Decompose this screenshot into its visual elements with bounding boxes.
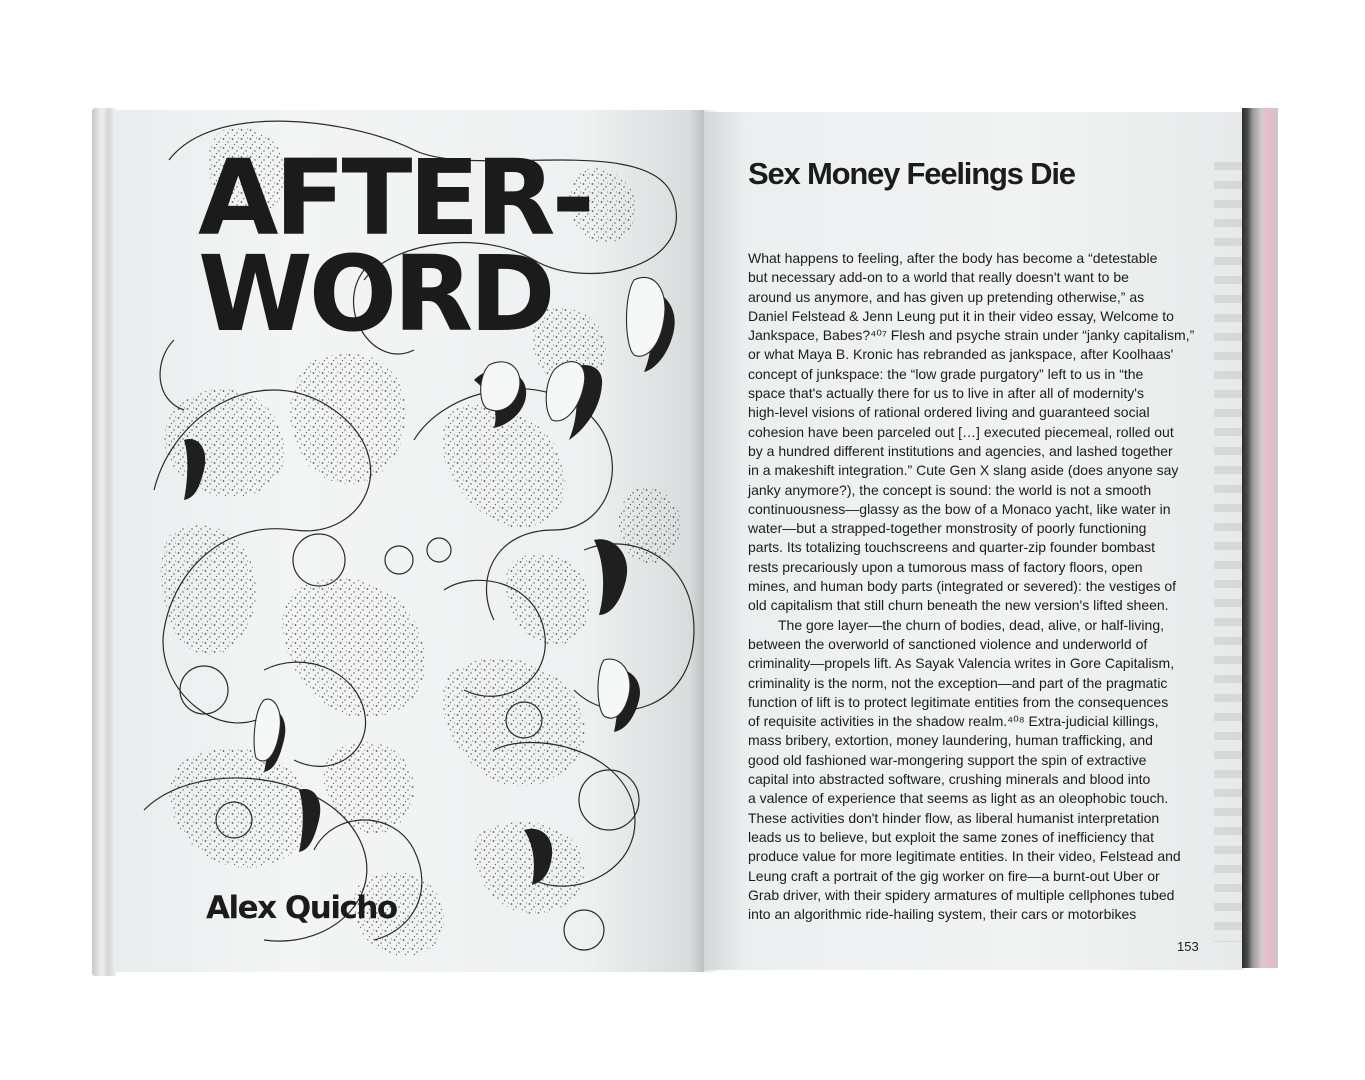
text-line: parts. Its totalizing touchscreens and quarter-zip founder bombast <box>748 539 1155 556</box>
text-line: concept of junkspace: the “low grade purgatory” left to us in “the <box>748 365 1144 382</box>
text-line: What happens to feeling, after the body has become a “detestable <box>748 250 1158 266</box>
text-line: function of lift is to protect legitimate entities from the consequences <box>748 693 1169 710</box>
afterword-title <box>198 137 591 355</box>
title-line-2: WORD <box>198 233 552 355</box>
text-line: cohesion have been parceled out […] executed piecemeal, rolled out <box>748 423 1174 440</box>
text-line: into an algorithmic ride-hailing system, their cars or motorbikes <box>748 906 1137 923</box>
text-line: mines, and human body parts (integrated or severed): the vestiges of <box>748 578 1177 595</box>
text-line: high-level visions of rational ordered living and guaranteed social <box>748 404 1150 421</box>
show-through-text <box>1214 162 1244 942</box>
text-line: mass bribery, extortion, money laundering, human trafficking, and <box>748 732 1153 749</box>
text-line: by a hundred different institutions and agencies, and lashed together <box>748 442 1173 459</box>
text-line: rests precariously upon a tumorous mass of factory floors, open <box>748 558 1143 575</box>
text-line: criminality—propels lift. As Sayak Valencia writes in Gore Capitalism, <box>748 655 1175 672</box>
text-line: The gore layer—the churn of bodies, dead, alive, or half-living, <box>778 616 1164 633</box>
text-line: good old fashioned war-mongering support the spin of extractive <box>748 751 1147 768</box>
text-line: Grab driver, with their spidery armatures of multiple cellphones tubed <box>748 886 1175 903</box>
text-line: old capitalism that still churn beneath the new version's lifted sheen. <box>748 597 1169 614</box>
chapter-title: Sex Money Feelings Die <box>748 156 1075 191</box>
body-text <box>748 249 1204 924</box>
right-page <box>704 112 1244 970</box>
page-number: 153 <box>1177 939 1199 954</box>
left-page-edges <box>92 108 116 976</box>
text-line: in a makeshift integration.” Cute Gen X slang aside (does anyone say <box>748 462 1179 479</box>
text-line: produce value for more legitimate entities. In their video, Felstead and <box>748 848 1181 865</box>
text-line: a valence of experience that seems as light as an oleophobic touch. <box>748 790 1169 807</box>
title-line-1: AFTER- <box>198 137 591 259</box>
text-line: Daniel Felstead & Jenn Leung put it in their video essay, Welcome to <box>748 307 1174 324</box>
text-line: criminality is the norm, not the exception—and part of the pragmatic <box>748 674 1168 691</box>
text-line: but necessary add-on to a world that really doesn't want to be <box>748 269 1129 286</box>
text-line: or what Maya B. Kronic has rebranded as jankspace, after Koolhaas' <box>748 346 1174 363</box>
text-line: continuousness—glassy as the bow of a Monaco yacht, like water in <box>748 500 1171 517</box>
text-line: leads us to believe, but exploit the same zones of inefficiency that <box>748 828 1154 845</box>
left-page <box>114 110 704 972</box>
text-line: capital into abstracted software, crushing minerals and blood into <box>748 771 1151 788</box>
text-line: between the overworld of sanctioned violence and underworld of <box>748 635 1148 652</box>
text-line: Leung craft a portrait of the gig worker on fire—a burnt-out Uber or <box>748 867 1160 884</box>
text-line: janky anymore?), the concept is sound: the world is not a smooth <box>748 481 1152 498</box>
text-line: Jankspace, Babes?⁴⁰⁷ Flesh and psyche strain under “janky capitalism,” <box>748 327 1195 344</box>
text-line: space that's actually there for us to live in after all of modernity's <box>748 385 1144 402</box>
text-line: These activities don't hinder flow, as liberal humanist interpretation <box>748 809 1160 826</box>
text-line: water—but a strapped-together monstrosity of poorly functioning <box>748 520 1147 537</box>
author-name: Alex Quicho <box>206 890 397 926</box>
text-line: of requisite activities in the shadow realm.⁴⁰⁸ Extra-judicial killings, <box>748 713 1159 730</box>
text-line: around us anymore, and has given up pretending otherwise,” as <box>748 288 1145 305</box>
right-page-edges <box>1242 108 1278 968</box>
